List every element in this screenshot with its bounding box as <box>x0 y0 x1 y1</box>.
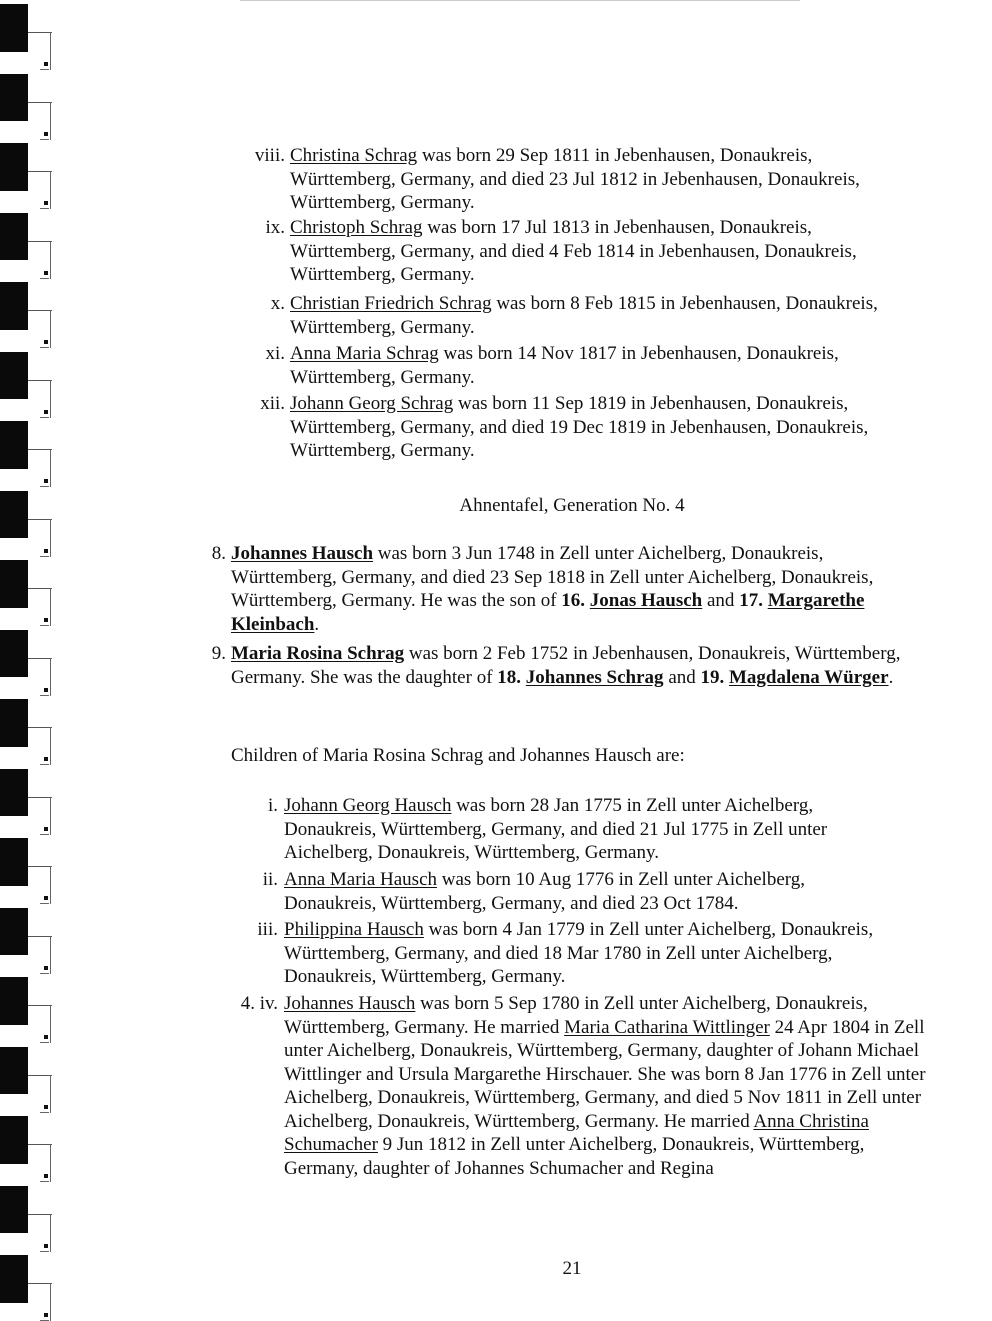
binding-hole <box>44 62 48 66</box>
entry-text: was born 17 Jul 1813 in Jebenhausen, Donaukreis, Württemberg, Germany, and died 4 Feb 1814 in Jebenhausen, Donaukreis, Württemberg, Germany. <box>290 217 857 285</box>
binding-tab <box>0 74 28 122</box>
binding-tab <box>0 143 28 191</box>
binding-line <box>50 449 51 487</box>
binding-edge <box>28 310 52 311</box>
binding-tab <box>0 908 28 956</box>
entry-text: was born 2 Feb 1752 in Jebenhausen, Donaukreis, Württemberg, Germany. She was the daughter of <box>231 643 901 688</box>
binding-tick <box>40 208 49 209</box>
entry-number: iii. <box>257 919 278 940</box>
page-number: 21 <box>562 1258 582 1279</box>
binding-edge <box>28 588 52 589</box>
binding-line <box>50 380 51 418</box>
binding-edge <box>28 658 52 659</box>
entry-text: was born 5 Sep 1780 in Zell unter Aichelberg, Donaukreis, Württemberg, Germany. He married <box>284 993 868 1038</box>
entry-text: was born 10 Aug 1776 in Zell unter Aichelberg, Donaukreis, Württemberg, Germany, and died 23 Oct 1784. <box>284 869 805 914</box>
person-name-link[interactable]: Christian Friedrich Schrag <box>290 293 492 314</box>
entry-text: 9 Jun 1812 in Zell unter Aichelberg, Donaukreis, Württemberg, Germany, daughter of Johannes Schumacher and Regina <box>284 1134 865 1179</box>
binding-edge <box>28 519 52 520</box>
entry-number: ix. <box>265 217 285 238</box>
entry-text: was born 28 Jan 1775 in Zell unter Aichelberg, Donaukreis, Württemberg, Germany, and died 21 Jul 1775 in Zell unter Aichelberg, Donaukreis, Württemberg, Germany. <box>284 795 828 863</box>
entry-number: 4. iv. <box>240 993 278 1014</box>
parent-number: 16. <box>561 590 586 611</box>
binding-line <box>50 866 51 904</box>
binding-edge <box>28 1075 52 1076</box>
binding-edge <box>28 1214 52 1215</box>
binding-line <box>50 102 51 140</box>
binding-line <box>50 1214 51 1252</box>
binding-hole <box>44 1174 48 1178</box>
person-name-link[interactable]: Anna Maria Hausch <box>284 869 438 890</box>
binding-edge <box>28 171 52 172</box>
binding-tab <box>0 1186 28 1234</box>
binding-tab <box>0 769 28 817</box>
person-name-link[interactable]: Philippina Hausch <box>284 919 424 940</box>
binding-edge <box>28 797 52 798</box>
entry-text: was born 3 Jun 1748 in Zell unter Aichelberg, Donaukreis, Württemberg, Germany, and died 23 Sep 1818 in Zell unter Aichelberg, Donaukreis, Württemberg, Germany. He was the son of <box>231 543 874 611</box>
binding-line <box>50 1283 51 1321</box>
binding-tab <box>0 560 28 608</box>
binding-tick <box>40 1181 49 1182</box>
parent-name-link[interactable]: Johannes Schrag <box>525 666 664 688</box>
binding-edge <box>28 449 52 450</box>
binding-tick <box>40 347 49 348</box>
entry-end: . <box>888 666 894 688</box>
binding-hole <box>44 1035 48 1039</box>
binding-hole <box>44 966 48 970</box>
binding-tick <box>40 834 49 835</box>
binding-hole <box>44 1313 48 1317</box>
binding-edge <box>28 936 52 937</box>
parent-number: 19. <box>700 666 725 688</box>
binding-hole <box>44 271 48 275</box>
binding-hole <box>44 132 48 136</box>
entry-number: viii. <box>254 145 285 166</box>
entry-text: was born 8 Feb 1815 in Jebenhausen, Donaukreis, Württemberg, Germany. <box>290 293 878 338</box>
person-name-link[interactable]: Johannes Hausch <box>231 543 374 564</box>
entry-number: xi. <box>265 343 285 364</box>
person-name-link[interactable]: Christina Schrag <box>290 145 418 166</box>
person-name-link[interactable]: Anna Maria Schrag <box>290 343 439 364</box>
binding-line <box>50 727 51 765</box>
binding-hole <box>44 896 48 900</box>
entry-number: i. <box>267 795 278 816</box>
entry-number: ii. <box>262 869 278 890</box>
binding-tab <box>0 213 28 261</box>
binding-tab <box>0 630 28 678</box>
person-name-link[interactable]: Maria Rosina Schrag <box>231 643 405 664</box>
binding-tick <box>40 695 49 696</box>
entry-text: was born 11 Sep 1819 in Jebenhausen, Donaukreis, Württemberg, Germany, and died 19 Dec 1819 in Jebenhausen, Donaukreis, Württemberg, Germany. <box>290 393 869 461</box>
binding-line <box>50 171 51 209</box>
binding-tick <box>40 139 49 140</box>
entry-number: 9. <box>211 643 226 664</box>
parent-name-link[interactable]: Magdalena Würger <box>729 666 889 688</box>
binding-line <box>50 32 51 70</box>
binding-edge <box>28 727 52 728</box>
spouse-name-link[interactable]: Maria Catharina Wittlinger <box>564 1016 770 1038</box>
generation-heading: Ahnentafel, Generation No. 4 <box>459 495 685 516</box>
binding-tab <box>0 282 28 330</box>
binding-edge <box>28 1005 52 1006</box>
binding-tab <box>0 977 28 1025</box>
binding-edge <box>28 1283 52 1284</box>
binding-edge <box>28 380 52 381</box>
binding-tick <box>40 556 49 557</box>
binding-hole <box>44 827 48 831</box>
page-top-edge <box>240 0 800 1</box>
entry-number: x. <box>270 293 285 314</box>
binding-line <box>50 519 51 557</box>
person-name-link[interactable]: Johannes Hausch <box>284 993 416 1014</box>
binding-line <box>50 588 51 626</box>
person-name-link[interactable]: Johann Georg Hausch <box>284 795 452 816</box>
binding-tick <box>40 973 49 974</box>
parent-name-link[interactable]: Margarethe Kleinbach <box>231 590 865 635</box>
binding-tick <box>40 69 49 70</box>
binding-tick <box>40 278 49 279</box>
binding-tick <box>40 1042 49 1043</box>
parent-name-link[interactable]: Jonas Hausch <box>589 590 703 611</box>
binding-line <box>50 1005 51 1043</box>
spouse-name-link[interactable]: Anna Christina Schumacher <box>284 1110 869 1155</box>
binding-edge <box>28 32 52 33</box>
binding-line <box>50 797 51 835</box>
binding-hole <box>44 688 48 692</box>
binding-edge <box>28 1144 52 1145</box>
binding-tab <box>0 352 28 400</box>
binding-tab <box>0 1047 28 1095</box>
entry-text: 24 Apr 1804 in Zell unter Aichelberg, Donaukreis, Württemberg, Germany, daughter of Johann Michael Wittlinger and Ursula Margarethe Hirschauer. She was born 8 Jan 1776 in Zell unter Aichelberg, Donaukreis, Württemberg, Germany, and died 5 Nov 1811 in Zell unter Aichelberg, Donaukreis, Württemberg, Germany. He married <box>284 1016 926 1132</box>
binding-hole <box>44 757 48 761</box>
binding-edge <box>28 102 52 103</box>
parent-number: 17. <box>739 590 763 611</box>
comb-binding-strip <box>0 0 60 1292</box>
entry-end: . <box>314 613 320 635</box>
entry-text: was born 29 Sep 1811 in Jebenhausen, Donaukreis, Württemberg, Germany, and died 23 Jul 1812 in Jebenhausen, Donaukreis, Württemberg, Germany. <box>290 145 860 213</box>
binding-line <box>50 241 51 279</box>
binding-hole <box>44 618 48 622</box>
binding-tab <box>0 4 28 52</box>
binding-tick <box>40 764 49 765</box>
binding-line <box>50 1144 51 1182</box>
binding-tab <box>0 838 28 886</box>
binding-tick <box>40 903 49 904</box>
binding-hole <box>44 1244 48 1248</box>
binding-tick <box>40 625 49 626</box>
entry-number: xii. <box>260 393 285 414</box>
binding-line <box>50 1075 51 1113</box>
binding-tick <box>40 1112 49 1113</box>
binding-tick <box>40 1251 49 1252</box>
binding-line <box>50 658 51 696</box>
binding-hole <box>44 549 48 553</box>
children-intro: Children of Maria Rosina Schrag and Johannes Hausch are: <box>231 745 685 766</box>
binding-tick <box>40 417 49 418</box>
binding-hole <box>44 1105 48 1109</box>
entry-text: was born 14 Nov 1817 in Jebenhausen, Donaukreis, Württemberg, Germany. <box>290 343 839 388</box>
binding-edge <box>28 866 52 867</box>
binding-line <box>50 310 51 348</box>
binding-hole <box>44 479 48 483</box>
binding-line <box>50 936 51 974</box>
binding-edge <box>28 241 52 242</box>
parent-number: 18. <box>497 666 522 688</box>
person-name-link[interactable]: Johann Georg Schrag <box>290 393 454 414</box>
binding-hole <box>44 340 48 344</box>
conjunction: and <box>702 590 740 611</box>
person-name-link[interactable]: Christoph Schrag <box>290 217 423 238</box>
binding-hole <box>44 201 48 205</box>
conjunction: and <box>663 666 701 688</box>
binding-hole <box>44 410 48 414</box>
entry-text: was born 4 Jan 1779 in Zell unter Aichelberg, Donaukreis, Württemberg, Germany, and died 18 Mar 1780 in Zell unter Aichelberg, Donaukreis, Württemberg, Germany. <box>284 919 874 987</box>
entry-number: 8. <box>211 543 226 564</box>
binding-tab <box>0 699 28 747</box>
binding-tab <box>0 421 28 469</box>
binding-tab <box>0 1116 28 1164</box>
binding-tick <box>40 486 49 487</box>
